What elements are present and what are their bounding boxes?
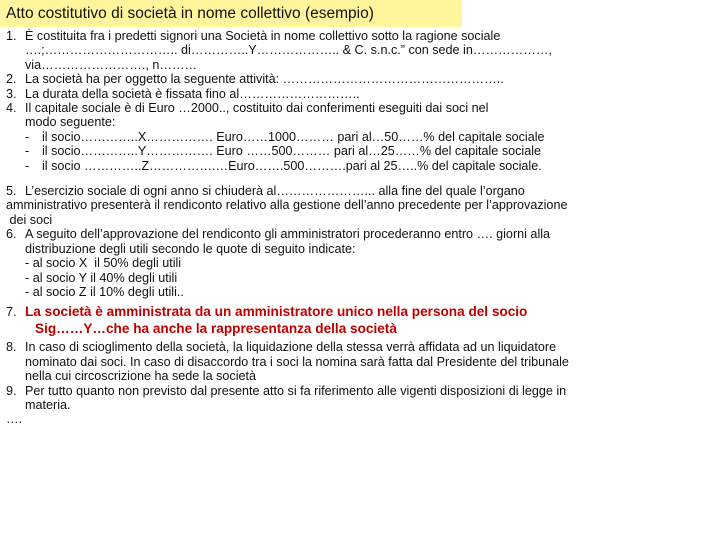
sub-item-text: il socio…………..Y……………. Euro ……500……… pari al…25……% del capitale sociale <box>42 144 542 159</box>
item-text: - al socio Z il 10% degli utili.. <box>25 284 184 299</box>
item-text-highlight: Sig……Y…che ha anche la rappresentanza della società <box>35 320 397 336</box>
item-number: 9. <box>6 383 17 398</box>
item-text: modo seguente: <box>25 115 116 130</box>
item-text: In caso di scioglimento della società, la liquidazione della stessa verrà affidata ad un liquidatore <box>25 340 557 355</box>
sub-item <box>6 130 718 144</box>
item-text: - al socio X il 50% degli utili <box>25 256 182 271</box>
item-number: 3. <box>6 86 17 101</box>
list-item-9 <box>6 384 718 413</box>
spacer <box>6 173 718 184</box>
list-item-8 <box>6 340 718 383</box>
item-text: Per tutto quanto non previsto dal presente atto si fa riferimento alle vigenti disposizioni di legge in <box>25 383 567 398</box>
list-item-7 <box>6 304 718 336</box>
page-title: Atto costitutivo di società in nome collettivo (esempio) <box>6 5 374 22</box>
item-text: distribuzione degli utili secondo le quote di seguito indicate: <box>25 241 356 256</box>
item-number: 1. <box>6 29 17 43</box>
list-item-3 <box>6 87 718 101</box>
item-text: amministrativo presenterà il rendiconto relativo alla gestione dell’anno precedente per l’approvazione <box>6 198 568 213</box>
dash: - <box>25 129 30 144</box>
list-item-5 <box>6 184 718 227</box>
dash: - <box>25 144 30 159</box>
item-text: Il capitale sociale è di Euro …2000.., costituito dai conferimenti eseguiti dai soci nel <box>25 101 489 116</box>
list-item-2 <box>6 72 718 86</box>
item-text: nominato dai soci. In caso di disaccordo tra i soci la nomina sarà fatta dal Presidente del tribunale <box>25 354 569 369</box>
sub-item <box>6 159 718 173</box>
document-body <box>6 29 718 427</box>
list-item-6 <box>6 227 718 299</box>
trailing-ellipsis <box>6 412 718 426</box>
sub-item-text: il socio…………..X……………. Euro……1000……… pari al…50……% del capitale sociale <box>42 129 545 144</box>
item-number: 4. <box>6 101 17 116</box>
list-item-4 <box>6 101 718 173</box>
title-bar <box>0 0 462 27</box>
item-text: via……………………., n……… <box>25 57 198 72</box>
item-text: ….;………………………….. di…………..Y……………….. & C. s.n.c.” con sede in………………, <box>25 43 552 58</box>
item-number: 2. <box>6 72 17 87</box>
item-text: È costituita fra i predetti signori una Società in nome collettivo sotto la ragione sociale <box>25 29 501 43</box>
item-text: L’esercizio sociale di ogni anno si chiuderà al…………………... alla fine del quale l’organo <box>25 184 525 199</box>
item-text: - al socio Y il 40% degli utili <box>25 270 178 285</box>
item-text-highlight: La società è amministrata da un amministratore unico nella persona del socio <box>25 304 528 320</box>
item-number: 5. <box>6 184 17 199</box>
ellipsis-text: …. <box>6 412 23 427</box>
item-text: dei soci <box>6 212 53 227</box>
item-number: 8. <box>6 340 17 355</box>
item-text: La società ha per oggetto la seguente attività: …………………………………………….. <box>25 72 504 87</box>
item-text: materia. <box>25 397 71 412</box>
sub-item-text: il socio …………..Z…………….…Euro…….500……….pari al 25…..% del capitale sociale. <box>42 158 542 173</box>
item-text: A seguito dell’approvazione del rendiconto gli amministratori procederanno entro …. giorni alla <box>25 227 551 242</box>
sub-item <box>6 144 718 158</box>
item-text: nella cui circoscrizione ha sede la società <box>25 369 257 384</box>
list-item-1 <box>6 29 718 72</box>
dash: - <box>25 158 30 173</box>
item-number: 6. <box>6 227 17 242</box>
item-number: 7. <box>6 305 17 320</box>
item-text: La durata della società è fissata fino al……………………….. <box>25 86 360 101</box>
